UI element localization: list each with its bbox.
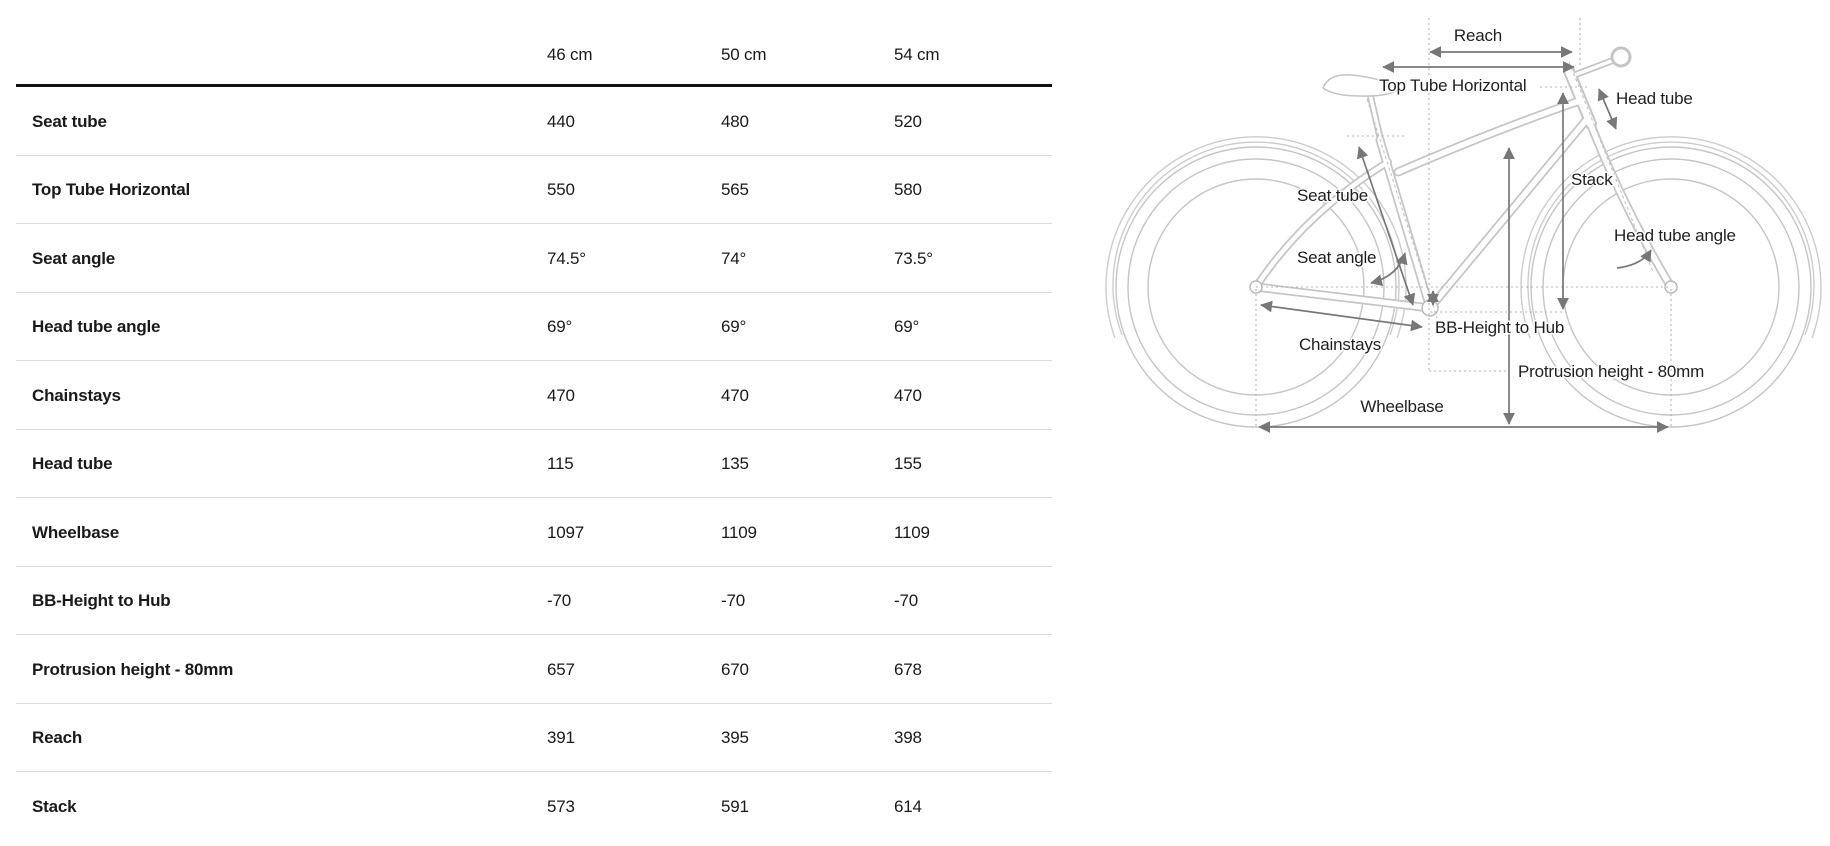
row-label: Stack (32, 796, 77, 816)
bike-geometry-diagram (1100, 0, 1830, 470)
row-value: 614 (894, 796, 922, 816)
row-value: -70 (721, 591, 745, 611)
table-row-chainstays (16, 361, 1052, 430)
row-value: 73.5° (894, 248, 933, 268)
table-row-top-tube-horizontal (16, 156, 1052, 225)
row-value: 69° (894, 317, 920, 337)
table-row-stack (16, 772, 1052, 840)
row-label: Chainstays (32, 385, 121, 405)
row-label: Wheelbase (32, 522, 120, 542)
row-value: 69° (721, 317, 747, 337)
label-top-tube-horizontal: Top Tube Horizontal (1379, 76, 1527, 95)
row-value: 470 (547, 385, 575, 405)
row-label: Seat angle (32, 248, 116, 268)
row-label: Seat tube (32, 111, 107, 131)
row-value: 657 (547, 659, 575, 679)
label-head-tube-angle: Head tube angle (1614, 226, 1736, 245)
row-value: 550 (547, 180, 575, 200)
row-label: Protrusion height - 80mm (32, 659, 234, 679)
label-stack: Stack (1571, 170, 1613, 189)
row-value: -70 (547, 591, 571, 611)
row-value: 391 (547, 728, 575, 748)
row-label: BB-Height to Hub (32, 591, 171, 611)
label-seat-angle: Seat angle (1297, 248, 1377, 267)
label-bb-height-to-hub: BB-Height to Hub (1435, 318, 1565, 337)
table-row-head-tube-angle (16, 293, 1052, 362)
row-value: 1097 (547, 522, 585, 542)
column-header-50cm: 50 cm (721, 45, 767, 64)
row-value: 470 (894, 385, 922, 405)
row-value: 573 (547, 796, 575, 816)
label-wheelbase: Wheelbase (1360, 397, 1444, 416)
row-label: Head tube (32, 454, 113, 474)
label-reach: Reach (1453, 26, 1503, 45)
row-value: 480 (721, 111, 749, 131)
row-value: 591 (721, 796, 749, 816)
row-label: Top Tube Horizontal (32, 180, 190, 200)
table-header-row (16, 26, 1052, 87)
row-value: 470 (721, 385, 749, 405)
geometry-table (16, 26, 1052, 840)
row-value: 440 (547, 111, 575, 131)
row-value: 580 (894, 180, 922, 200)
row-label: Head tube angle (32, 317, 161, 337)
table-row-head-tube (16, 430, 1052, 499)
row-value: 74.5° (547, 248, 586, 268)
row-value: 115 (547, 454, 574, 474)
label-head-tube: Head tube (1616, 89, 1693, 108)
table-row-reach (16, 704, 1052, 773)
label-chainstays: Chainstays (1298, 335, 1382, 354)
table-row-seat-tube (16, 87, 1052, 156)
row-value: 678 (894, 659, 922, 679)
table-row-bb-height-to-hub (16, 567, 1052, 636)
label-protrusion-height: Protrusion height - 80mm (1518, 362, 1705, 381)
row-value: 1109 (894, 522, 930, 542)
column-header-54cm: 54 cm (894, 45, 940, 64)
table-row-seat-angle (16, 224, 1052, 293)
row-value: -70 (894, 591, 918, 611)
bottom-bracket-drawing (1422, 300, 1438, 316)
row-value: 1109 (721, 522, 757, 542)
row-value: 395 (721, 728, 749, 748)
row-value: 135 (721, 454, 749, 474)
row-value: 155 (894, 454, 922, 474)
table-row-wheelbase (16, 498, 1052, 567)
row-value: 670 (721, 659, 749, 679)
row-value: 398 (894, 728, 922, 748)
row-value: 69° (547, 317, 573, 337)
row-label: Reach (32, 728, 83, 748)
row-value: 565 (721, 180, 749, 200)
row-value: 520 (894, 111, 922, 131)
table-row-protrusion-height (16, 635, 1052, 704)
column-header-46cm: 46 cm (547, 45, 593, 64)
handlebar-drawing (1612, 48, 1630, 66)
row-value: 74° (721, 248, 747, 268)
label-seat-tube: Seat tube (1297, 186, 1368, 205)
